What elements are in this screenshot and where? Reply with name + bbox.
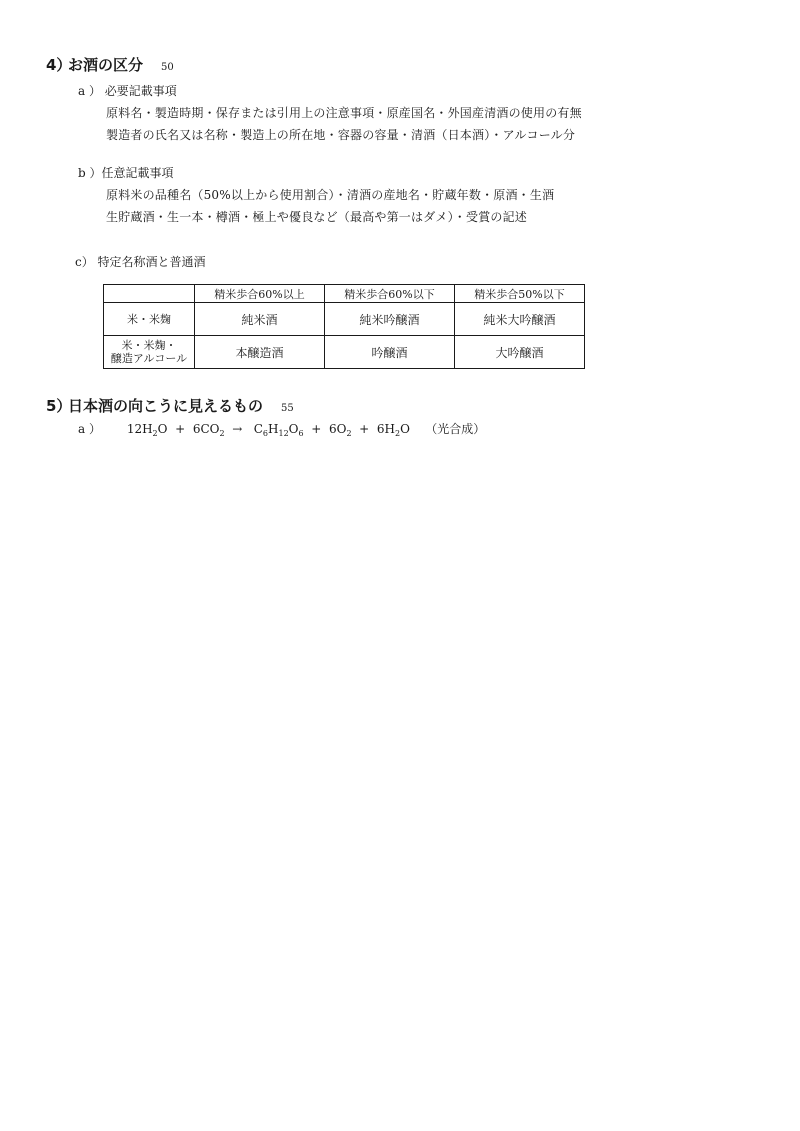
section-4a-line-1: 原料名・製造時期・保存または引用上の注意事項・原産国名・外国産清酒の使用の有無 bbox=[106, 106, 582, 120]
formula-text: 6O bbox=[328, 422, 347, 436]
section-5-points: 55 bbox=[281, 403, 294, 414]
section-4c-label: c） 特定名称酒と普通酒 bbox=[75, 255, 206, 269]
table-cell: 吟醸酒 bbox=[325, 336, 455, 369]
formula-text: H bbox=[268, 422, 279, 436]
table-row-label-line: 米・米麹・ bbox=[121, 339, 177, 352]
table-cell: 純米吟醸酒 bbox=[325, 303, 455, 336]
formula-subscript: 2 bbox=[152, 429, 158, 438]
table-row-label bbox=[104, 336, 195, 369]
formula-co2 bbox=[193, 422, 225, 436]
formula-text: C bbox=[253, 422, 263, 436]
table-cell: 純米大吟醸酒 bbox=[455, 303, 585, 336]
formula-text: O bbox=[400, 422, 410, 436]
table-header-cell bbox=[104, 285, 195, 303]
table-header-cell: 精米歩合50%以下 bbox=[455, 285, 585, 303]
formula-oxygen bbox=[329, 422, 352, 436]
formula-subscript: 2 bbox=[394, 429, 401, 438]
table-row-label bbox=[104, 303, 195, 336]
section-4a-label: a ） 必要記載事項 bbox=[78, 84, 177, 98]
formula-subscript: 12 bbox=[278, 429, 289, 438]
table-cell: 大吟醸酒 bbox=[455, 336, 585, 369]
table-cell: 純米酒 bbox=[195, 303, 325, 336]
formula-glucose bbox=[254, 422, 304, 436]
formula-arrow: → bbox=[232, 422, 243, 436]
section-4b-line-2: 生貯蔵酒・生一本・樽酒・極上や優良など（最高や第一はダメ）・受賞の記述 bbox=[106, 210, 528, 224]
section-4b-line-1: 原料米の品種名（50%以上から使用割合）・清酒の産地名・貯蔵年数・原酒・生酒 bbox=[106, 188, 555, 202]
table-row bbox=[104, 303, 585, 336]
section-5a-label: a ） bbox=[78, 422, 101, 436]
table-row bbox=[104, 336, 585, 369]
section-5-heading bbox=[46, 395, 294, 416]
formula-subscript: 6 bbox=[262, 429, 269, 438]
section-4-number: 4） bbox=[46, 56, 72, 74]
formula-text: 6H bbox=[376, 422, 395, 436]
formula-note: （光合成） bbox=[425, 422, 486, 436]
section-4-points: 50 bbox=[161, 62, 174, 73]
formula-text: 6CO bbox=[192, 422, 220, 436]
table-header-cell: 精米歩合60%以上 bbox=[195, 285, 325, 303]
formula-text: O bbox=[157, 422, 168, 436]
table-header-cell: 精米歩合60%以下 bbox=[325, 285, 455, 303]
formula-plus: + bbox=[359, 422, 370, 436]
formula-plus: + bbox=[311, 422, 322, 436]
formula-water-product bbox=[377, 422, 410, 436]
formula-plus: + bbox=[175, 422, 186, 436]
table-cell: 本醸造酒 bbox=[195, 336, 325, 369]
section-4a-line-2: 製造者の氏名又は名称・製造上の所在地・容器の容量・清酒（日本酒）・アルコール分 bbox=[106, 128, 576, 142]
section-5-title: 日本酒の向こうに見えるもの bbox=[68, 397, 264, 415]
table-header-row bbox=[104, 285, 585, 303]
formula-subscript: 2 bbox=[219, 429, 225, 438]
formula-text: 12H bbox=[126, 422, 153, 436]
table-row-label-line: 米・米麹 bbox=[127, 312, 171, 326]
formula-subscript: 2 bbox=[346, 429, 352, 438]
sake-grade-table bbox=[103, 284, 585, 369]
section-4-title: お酒の区分 bbox=[68, 56, 144, 74]
formula-water bbox=[127, 422, 168, 436]
formula-subscript: 6 bbox=[298, 429, 304, 438]
photosynthesis-formula bbox=[78, 420, 485, 437]
formula-text: O bbox=[288, 422, 299, 436]
section-4b-label: b ）任意記載事項 bbox=[78, 166, 174, 180]
section-4-heading bbox=[46, 54, 174, 75]
table-row-label-line: 醸造アルコール bbox=[110, 352, 188, 365]
section-5-number: 5） bbox=[46, 397, 72, 415]
